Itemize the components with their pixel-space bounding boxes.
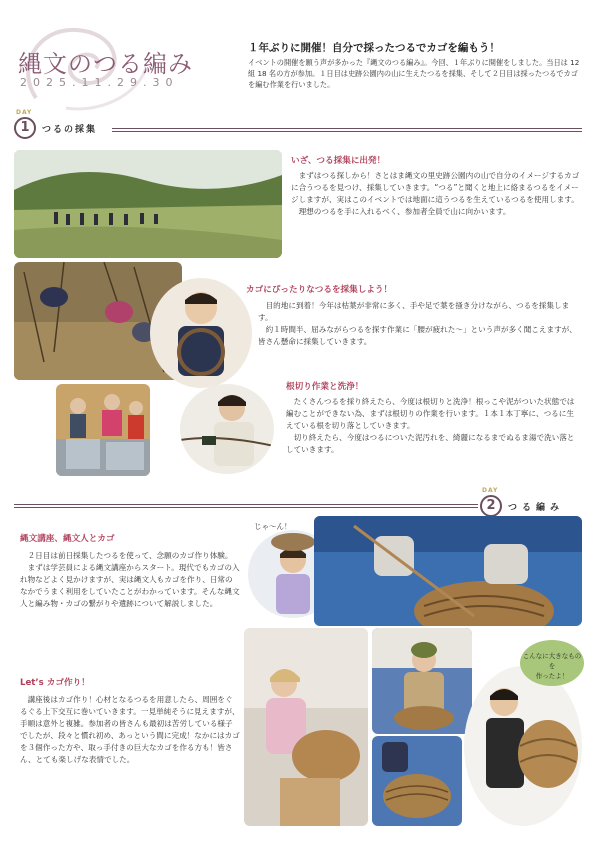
- day1-section2-title: カゴにぴったりなつるを採集しよう！: [246, 285, 393, 295]
- day1-section2-body: 目的地に到着！今年は枯葉が非常に多く、手や足で葉を掻き分けながら、つるを採集します。 約１時間半、屈みながらつるを探す作業に「腰が疲れた〜」という声が多く聞こえますが、皆さん懸命に採集していきます。: [258, 301, 577, 346]
- day2-section2-body: 講座後はカゴ作り！心材となるつるを用意したら、周囲をぐるぐる上下交互に巻いていきます。一見単純そうに見えますが、手順は意外と複雑。参加者の皆さんも最初は苦労している様子でしたが、段々と慣れ初め、あっという間に完成！なかにはカゴを３個作った方や、取っ手付きの巨大なカゴを作る方も！皆さん、とても楽しげな表情でした。: [20, 695, 240, 764]
- page-title: 縄文のつる編み: [18, 50, 193, 78]
- day2-rule: [14, 504, 478, 505]
- jyan-caption: じゃ〜ん！: [254, 522, 292, 531]
- day2-rule-2: [14, 507, 478, 508]
- day1-number: 1: [14, 117, 36, 139]
- photo-child-with-vine: [150, 278, 252, 388]
- day2-section1-body: ２日目は前日採集したつるを使って、念願のカゴ作り体験。 まずは学芸員による縄文講座からスタート。現代でもカゴの入れ物などよく見かけますが、実は縄文人もカゴを作り、日常のなかでうまく利用をしていたことがわかっています。そんな縄文人と編み物・カゴの繋がりや遺跡について解説しました。: [20, 551, 240, 608]
- event-date: 2025.11.29.30: [20, 76, 179, 89]
- photo-adult-weaving: [372, 628, 472, 734]
- day1-title: つるの採集: [42, 125, 98, 135]
- headline: １年ぶりに開催！自分で採ったつるでカゴを編もう！: [248, 42, 500, 54]
- day1-rule: [112, 128, 582, 129]
- day2-number: 2: [480, 495, 502, 517]
- day2-title: つる編み: [508, 503, 565, 513]
- photo-basket-on-floor: [372, 736, 462, 826]
- bubble-line-2: 作ったよ！: [535, 672, 569, 680]
- day1-section1-body: まずはつる探しから！さとはま縄文の里史跡公園内の山で自分のイメージするカゴに合うつるを見つけ、採集していきます。“つる”と聞くと地上に絡まるつるをイメージしますが、実はこのイベントでは地面に這うつるを生えているつるを使用します。 理想のつるを手に入れるべく、参加者全員で山に向かいます。: [291, 171, 580, 216]
- day1-rule-2: [112, 131, 582, 132]
- day2-label: DAY: [482, 487, 499, 494]
- photo-cutting-roots: [180, 384, 274, 474]
- day1-label: DAY: [16, 109, 33, 116]
- photo-boy-big-basket: [464, 666, 582, 826]
- photo-washing-vines: [56, 384, 150, 476]
- day2-section2-title: Let’s カゴ作り！: [20, 678, 90, 688]
- day1-section3-body: たくさんつるを採り終えたら、今度は根切りと洗浄！根っこや泥がついた状態では編むことができない為、まずは根切りの作業を行います。１本１本丁寧に、つるに生えている根を切り落としていきます。 切り終えたら、今度はつるについた泥汚れを、綺麗になるまでぬるま湯で洗い落としていきます。: [286, 397, 575, 454]
- day1-section3-title: 根切り作業と洗浄！: [286, 382, 364, 392]
- speech-bubble: [520, 640, 584, 686]
- photo-weaving-closeup: [314, 516, 582, 626]
- lead-text: イベントの開催を願う声が多かった『縄文のつる編み』。今回、１年ぶりに開催をしました。当日は 12 組 18 名の方が参加。１日目は史跡公園内の山に生えたつるを採集、そして２日目は採ったつるでカゴを編む作業を行いました。: [248, 58, 580, 89]
- photo-hiking-group: [14, 150, 282, 258]
- day1-section1-title: いざ、つる採集に出発！: [291, 156, 386, 166]
- day2-section1-title: 縄文講座、縄文人とカゴ: [20, 534, 115, 544]
- bubble-line-1: こんなに大きなものを: [522, 652, 582, 670]
- photo-woman-weaving: [244, 628, 368, 826]
